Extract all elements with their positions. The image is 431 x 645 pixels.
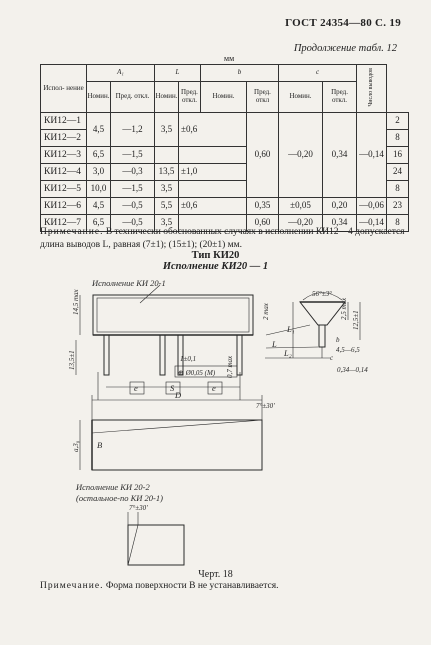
dim-56: 56°±3° — [312, 290, 332, 298]
L-nom: 3,5 — [155, 113, 179, 147]
plate-outline — [92, 420, 262, 470]
dim-D: D — [175, 390, 182, 400]
leads: 8 — [387, 130, 409, 147]
row-name: КИ12—4 — [41, 164, 87, 181]
dim-2max: 2 max — [262, 303, 270, 320]
b-nom: 0,60 — [247, 113, 279, 198]
dim-L: L — [272, 339, 277, 349]
c-nom: 0,34 — [323, 113, 357, 198]
col-L-header: L — [155, 65, 201, 82]
variant1-label: Исполнение КИ 20-1 — [92, 278, 166, 288]
dim-13-5: 13,5±1 — [68, 350, 76, 370]
a1-nom: 4,5 — [87, 198, 111, 215]
c-nom: 0,20 — [323, 198, 357, 215]
c-dev: —0,06 — [357, 198, 387, 215]
L-nom: 5,5 — [155, 198, 179, 215]
L-nom: 13,5 — [155, 164, 179, 181]
units-label: мм — [224, 54, 235, 63]
dim-bevel1: 7°±30' — [256, 402, 275, 410]
dim-c: c — [330, 354, 334, 362]
pin — [160, 335, 165, 375]
body-inner — [97, 298, 249, 332]
surface-B: B — [97, 440, 103, 450]
c-dev: —0,14 — [357, 215, 387, 232]
variant-title: Исполнение КИ20 — 1 — [162, 261, 269, 272]
col-c-header: c — [279, 65, 357, 82]
dim-0-7: 0,7 max — [226, 355, 234, 378]
a1-dev: —0,5 — [111, 215, 155, 232]
a1-dev: —1,5 — [111, 147, 155, 164]
L-dev: ±0,6 — [179, 113, 247, 147]
dim-a: a,3₀ — [72, 440, 80, 452]
b-dev: ±0,05 — [279, 198, 323, 215]
type-title: Тип КИ20 — [191, 250, 240, 261]
a1-dev: —0,3 — [111, 164, 155, 181]
a1-nom: 6,5 — [87, 215, 111, 232]
pin — [237, 335, 242, 375]
figure-caption: Черт. 18 — [198, 569, 233, 580]
note-text: В технически обоснованных случаях в исполнении КИ12—4 допускается длина выводов L, равная (7±1); (15±1); (20±1) мм. — [40, 227, 405, 250]
L-nom: 3,5 — [155, 181, 179, 198]
dim-L2: L₂ — [284, 348, 292, 358]
b-nom: 0,35 — [247, 198, 279, 215]
c-nom: 0,34 — [323, 215, 357, 232]
sub-nom: Номин. — [279, 82, 323, 113]
sub-dev: Пред. откл. — [179, 82, 201, 113]
leads: 8 — [387, 181, 409, 198]
figure-note — [40, 581, 278, 591]
a1-dev: —1,2 — [111, 113, 155, 147]
a1-dev: —0,5 — [111, 198, 155, 215]
pin — [104, 335, 109, 375]
dim-12-5: 12,5±1 — [352, 310, 360, 330]
note-lead: Примечание. — [40, 581, 104, 591]
dim-s: S — [170, 383, 175, 393]
dim-14-5: 14,5 max — [72, 289, 80, 315]
dim-2-5: 2,5 max — [340, 297, 348, 320]
a1-nom: 4,5 — [87, 113, 111, 147]
col-leads-header: Число выводов — [357, 65, 387, 113]
b-dev: —0,20 — [279, 215, 323, 232]
row-name: КИ12—3 — [41, 147, 87, 164]
sub-dev: Пред. откл. — [323, 82, 357, 113]
leads: 2 — [387, 113, 409, 130]
sub-nom: Номин. — [87, 82, 111, 113]
L-dev: ±0,6 — [179, 198, 247, 215]
L-dev: ±1,0 — [179, 164, 247, 181]
leads: 23 — [387, 198, 409, 215]
a1-nom: 3,0 — [87, 164, 111, 181]
col-variant-header: Испол- нение — [41, 65, 87, 113]
dim-4-5: 4,5—6,5 — [336, 346, 360, 354]
side-pin — [319, 325, 325, 347]
sub-dev: Пред. откл — [247, 82, 279, 113]
leads: 16 — [387, 147, 409, 164]
row-name: КИ12—6 — [41, 198, 87, 215]
row-name: КИ12—5 — [41, 181, 87, 198]
leads: 24 — [387, 164, 409, 181]
body-outline — [93, 295, 253, 335]
row-name: КИ12—2 — [41, 130, 87, 147]
sub-dev: Пред. откл. — [111, 82, 155, 113]
dim-e-2: e — [212, 383, 216, 393]
b-dev: —0,20 — [279, 113, 323, 198]
note-text: Форма поверхности В не устанавливается. — [103, 581, 279, 591]
dim-e: e — [134, 383, 138, 393]
row-name: КИ12—7 — [41, 215, 87, 232]
col-b-header: b — [201, 65, 279, 82]
row-name: КИ12—1 — [41, 113, 87, 130]
sub-nom: Номин. — [201, 82, 247, 113]
dim-034: 0,34—0,14 — [337, 366, 368, 374]
note-lead: Примечание. — [40, 227, 104, 237]
a1-dev: —1,5 — [111, 181, 155, 198]
variant2-sublabel: (остальное-по КИ 20-1) — [76, 493, 163, 503]
dim-L1: L₁ — [287, 324, 295, 334]
L-nom: 3,5 — [155, 215, 179, 232]
table-continuation-label: Продолжение табл. 12 — [293, 43, 397, 54]
b-nom: 0,60 — [247, 215, 279, 232]
sub-nom: Номин. — [155, 82, 179, 113]
tolerance-box: ⊕ Ø0,05 (M) — [178, 369, 216, 377]
c-dev: —0,14 — [357, 113, 387, 198]
dim-b: b — [336, 336, 340, 344]
col-a1-header: A₁ — [87, 65, 155, 82]
dim-bevel2: 7°±30' — [129, 504, 148, 512]
a1-nom: 6,5 — [87, 147, 111, 164]
side-view-head — [300, 302, 345, 325]
dim-1: 1±0,1 — [180, 355, 197, 363]
leads: 8 — [387, 215, 409, 232]
page-header: ГОСТ 24354—80 С. 19 — [285, 17, 401, 29]
a1-nom: 10,0 — [87, 181, 111, 198]
variant2-label: Исполнение КИ 20-2 — [76, 482, 150, 492]
